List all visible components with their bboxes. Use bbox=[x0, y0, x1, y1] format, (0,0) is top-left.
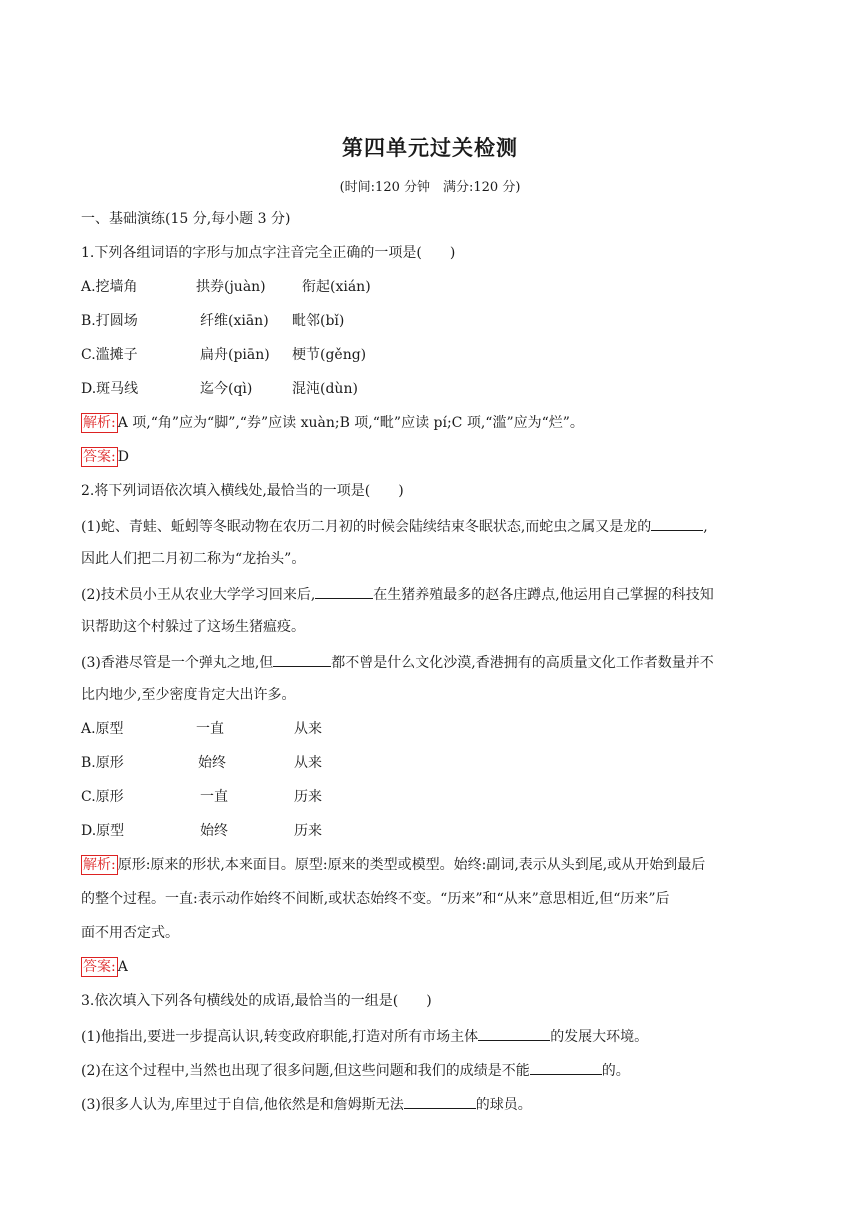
question-1-stem: 1.下列各组词语的字形与加点字注音完全正确的一项是( ) bbox=[81, 245, 456, 261]
q2-sentence-2 bbox=[81, 583, 714, 605]
q2-option-d-word1: 始终 bbox=[200, 823, 228, 839]
q2-s2-text: (2)技术员小王从农业大学学习回来后, bbox=[81, 587, 316, 603]
q1-option-a-label: A.挖墙角 bbox=[81, 279, 138, 295]
q2-option-c-label: C.原形 bbox=[81, 789, 124, 805]
q1-option-c-word2: 梗节(gěng) bbox=[292, 347, 367, 363]
q2-option-a-word1: 一直 bbox=[196, 721, 224, 737]
q1-option-a-word1: 拱券(juàn) bbox=[196, 279, 266, 295]
q2-sentence-1-cont: 因此人们把二月初二称为“龙抬头”。 bbox=[81, 551, 306, 567]
q3-sentence-3 bbox=[81, 1093, 532, 1115]
q2-option-b-word1: 始终 bbox=[198, 755, 226, 771]
q1-option-c-word1: 扁舟(piān) bbox=[200, 347, 270, 363]
q3-s3-text: (3)很多人认为,库里过于自信,他依然是和詹姆斯无法 bbox=[81, 1097, 404, 1113]
q2-s1-text: (1)蛇、青蛙、蚯蚓等冬眠动物在农历二月初的时候会陆续结束冬眠状态,而蛇虫之属又是龙的 bbox=[81, 519, 652, 535]
q2-option-d-label: D.原型 bbox=[81, 823, 125, 839]
q2-sentence-3-cont: 比内地少,至少密度肯定大出许多。 bbox=[81, 687, 296, 703]
q1-answer bbox=[81, 447, 129, 467]
q3-sentence-2 bbox=[81, 1059, 630, 1081]
fill-blank bbox=[273, 651, 331, 667]
q2-sentence-2-cont: 识帮助这个村躲过了这场生猪瘟疫。 bbox=[81, 619, 305, 635]
q2-sentence-1 bbox=[81, 515, 708, 537]
q2-s3-text-b: 都不曾是什么文化沙漠,香港拥有的高质量文化工作者数量并不 bbox=[331, 655, 714, 671]
q1-option-b-label: B.打圆场 bbox=[81, 313, 138, 329]
q1-option-b-word1: 纤维(xiān) bbox=[200, 313, 269, 329]
q2-s1-punct: , bbox=[703, 519, 708, 535]
q2-option-c-word1: 一直 bbox=[200, 789, 228, 805]
question-3-stem: 3.依次填入下列各句横线处的成语,最恰当的一组是( ) bbox=[81, 993, 432, 1009]
question-2-stem: 2.将下列词语依次填入横线处,最恰当的一项是( ) bbox=[81, 483, 404, 499]
answer-tag: 答案: bbox=[83, 449, 116, 465]
q1-option-d-word1: 迄今(qì) bbox=[200, 381, 253, 397]
section-heading: 一、基础演练(15 分,每小题 3 分) bbox=[81, 211, 291, 227]
q2-analysis-line-2: 的整个过程。一直:表示动作始终不间断,或状态始终不变。“历来”和“从来”意思相近,但“历来”后 bbox=[81, 891, 670, 907]
q2-option-a-word2: 从来 bbox=[294, 721, 322, 737]
q3-s2-text: (2)在这个过程中,当然也出现了很多问题,但这些问题和我们的成绩是不能 bbox=[81, 1063, 530, 1079]
q1-option-d-word2: 混沌(dùn) bbox=[292, 381, 358, 397]
exam-info: (时间:120 分钟 满分:120 分) bbox=[339, 180, 521, 195]
q2-option-d-word2: 历来 bbox=[294, 823, 322, 839]
q2-sentence-3 bbox=[81, 651, 714, 673]
q3-s1-text: (1)他指出,要进一步提高认识,转变政府职能,打造对所有市场主体 bbox=[81, 1029, 479, 1045]
q2-answer bbox=[81, 957, 128, 977]
q2-option-a-label: A.原型 bbox=[81, 721, 124, 737]
q3-s2-text-b: 的。 bbox=[601, 1063, 630, 1079]
fill-blank bbox=[478, 1025, 550, 1041]
q2-option-b-word2: 从来 bbox=[294, 755, 322, 771]
answer-tag: 答案: bbox=[83, 959, 116, 975]
q3-s3-text-b: 的球员。 bbox=[475, 1097, 532, 1113]
q1-answer-text: D bbox=[117, 449, 129, 465]
fill-blank bbox=[651, 515, 703, 531]
q1-analysis-text: A 项,“角”应为“脚”,“券”应读 xuàn;B 项,“毗”应读 pí;C 项,“滥”应为“烂”。 bbox=[117, 415, 584, 431]
q2-analysis bbox=[81, 855, 705, 875]
q2-answer-text: A bbox=[117, 959, 128, 975]
q3-sentence-1 bbox=[81, 1025, 648, 1047]
q1-option-a-word2: 衔起(xián) bbox=[302, 279, 371, 295]
page-title: 第四单元过关检测 bbox=[342, 135, 518, 160]
q2-s2-text-b: 在生猪养殖最多的赵各庄蹲点,他运用自己掌握的科技知 bbox=[373, 587, 714, 603]
q2-s3-text: (3)香港尽管是一个弹丸之地,但 bbox=[81, 655, 274, 671]
analysis-tag: 解析: bbox=[83, 857, 116, 873]
fill-blank bbox=[530, 1059, 602, 1075]
fill-blank bbox=[404, 1093, 476, 1109]
q2-analysis-line-3: 面不用否定式。 bbox=[81, 925, 179, 941]
q3-s1-text-b: 的发展大环境。 bbox=[550, 1029, 649, 1045]
q1-option-c-label: C.滥摊子 bbox=[81, 347, 138, 363]
q2-option-c-word2: 历来 bbox=[294, 789, 322, 805]
q1-option-b-word2: 毗邻(bǐ) bbox=[292, 313, 345, 329]
q1-option-d-label: D.斑马线 bbox=[81, 381, 139, 397]
q2-analysis-text: 原形:原来的形状,本来面目。原型:原来的类型或模型。始终:副词,表示从头到尾,或从开始到最后 bbox=[117, 857, 706, 873]
q2-option-b-label: B.原形 bbox=[81, 755, 124, 771]
q1-analysis bbox=[81, 413, 584, 433]
fill-blank bbox=[315, 583, 373, 599]
analysis-tag: 解析: bbox=[83, 415, 116, 431]
